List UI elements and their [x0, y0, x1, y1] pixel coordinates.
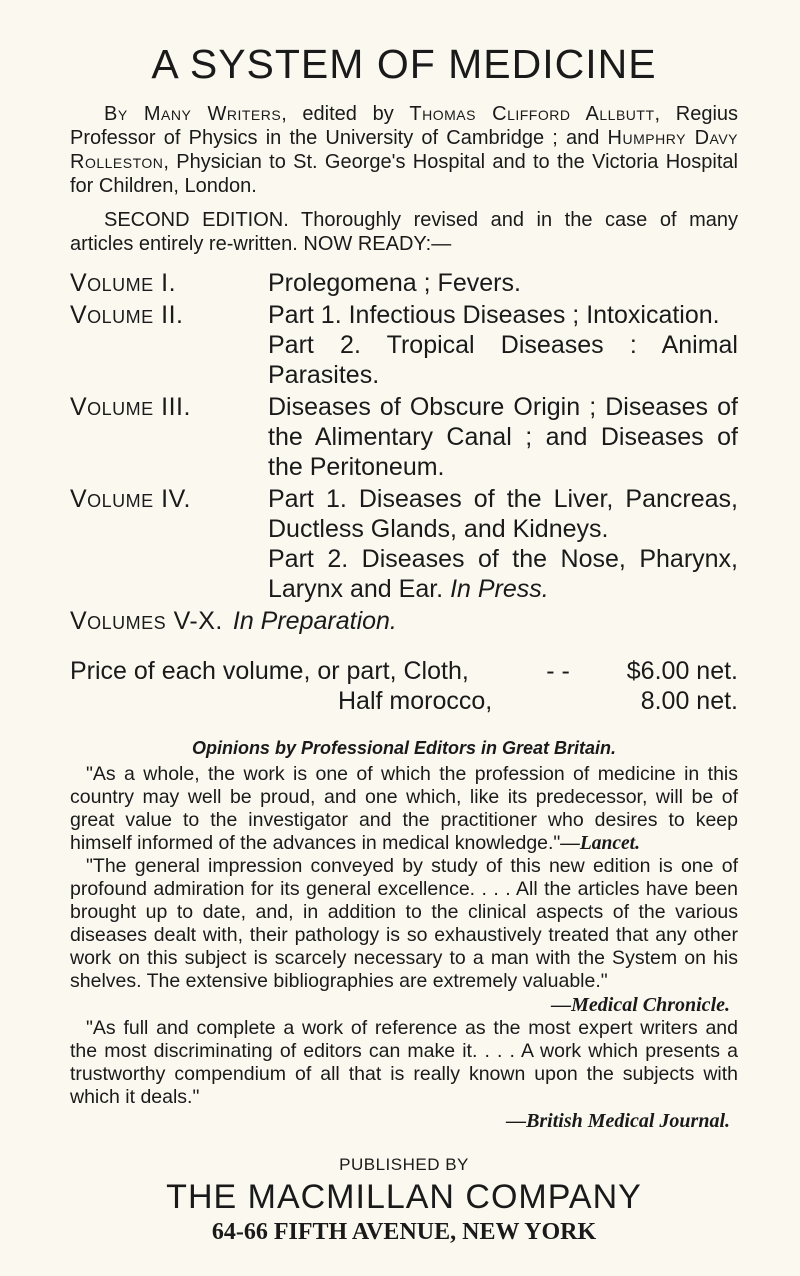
quote-bmj: "As full and complete a work of reference as the most expert writers and the most discriminating of editors can make it. . . . A work which presents a trustworthy compendium of all that is really known upon the subjects with which it deals." [70, 1017, 738, 1108]
quote-text: "As a whole, the work is one of which the profession of medicine in this country may well be proud, and one which, like its predecessor, will be of great value to the investigator and the practitioner who desires to keep himself informed of the advances in medical knowledge." [70, 763, 738, 854]
published-by: PUBLISHED BY [339, 1155, 469, 1174]
price-dash: - - [546, 657, 570, 685]
by-writers: By Many Writers [104, 103, 282, 125]
editor-rolleston: Humphry Davy Rolleston [70, 127, 739, 173]
volume-line: Part 1. Diseases of the Liver, Pancreas, Ductless Glands, and Kidneys. [268, 485, 738, 543]
price-label-morocco: Half morocco, [338, 687, 493, 715]
volume-line-with-status [268, 544, 738, 604]
volume-list [70, 268, 738, 636]
volume-item [70, 484, 738, 604]
intro-text-2: , Regius Professor of Physics in the University of Cambridge ; and [70, 103, 739, 149]
publisher-address: 64-66 FIFTH AVENUE, NEW YORK [211, 1219, 597, 1245]
volume-status: In Preparation. [232, 607, 397, 635]
volume-name: Volume IV. [70, 485, 191, 513]
quote-lancet [70, 763, 738, 855]
volume-name: Volumes V-X. [70, 607, 223, 635]
volume-item [70, 300, 738, 390]
opinions-heading: Opinions by Professional Editors in Great Britain. [191, 738, 617, 758]
page-title: A SYSTEM OF MEDICINE [151, 41, 657, 87]
price-label-cloth: Price of each volume, or part, Cloth, [70, 657, 469, 685]
quote-medical-chronicle: "The general impression conveyed by study of this new edition is one of profound admiration for its general excellence. . . . All the articles have been brought up to date, and, in addition to the clinical aspects of the various diseases dealt with, their pathology is so exhaustively treated that any other work on this subject is scarcely necessary to a man with the System on his shelves. The extensive bibliographies are extremely valuable." [70, 855, 738, 992]
intro-text-1: , edited by [281, 103, 410, 125]
volume-name: Volume II. [70, 301, 184, 329]
volume-line: Diseases of Obscure Origin ; Diseases of the Alimentary Canal ; and Diseases of the Peritoneum. [268, 393, 738, 481]
price-value-cloth: $6.00 net. [626, 657, 738, 685]
intro-text-3: , Physician to St. George's Hospital and to the Victoria Hospital for Children, London. [70, 151, 738, 197]
volume-line: Part 2. Tropical Diseases : Animal Parasites. [268, 331, 738, 389]
volume-item [70, 268, 738, 298]
intro-paragraph [70, 102, 738, 198]
volume-name: Volume III. [70, 393, 191, 421]
volume-item [70, 392, 738, 482]
quote-source: —Lancet. [560, 833, 640, 854]
volume-name: Volume I. [70, 269, 177, 297]
editor-allbutt: Thomas Clifford Allbutt [409, 103, 655, 125]
quote-source: —British Medical Journal. [506, 1110, 730, 1132]
volume-status: In Press. [450, 575, 549, 603]
quote-source: —Medical Chronicle. [551, 994, 730, 1016]
volume-line: Prolegomena ; Fevers. [268, 269, 521, 297]
volume-line: Part 2. Diseases of the Nose, Pharynx, Larynx and Ear. [268, 545, 738, 603]
price-block [70, 656, 738, 716]
edition-paragraph: SECOND EDITION. Thoroughly revised and in the case of many articles entirely re-written. NOW READY:— [70, 209, 738, 255]
volume-line: Part 1. Infectious Diseases ; Intoxication. [268, 301, 720, 329]
price-value-morocco: 8.00 net. [640, 687, 738, 715]
publisher-name: THE MACMILLAN COMPANY [166, 1178, 642, 1216]
volume-item [70, 606, 738, 636]
